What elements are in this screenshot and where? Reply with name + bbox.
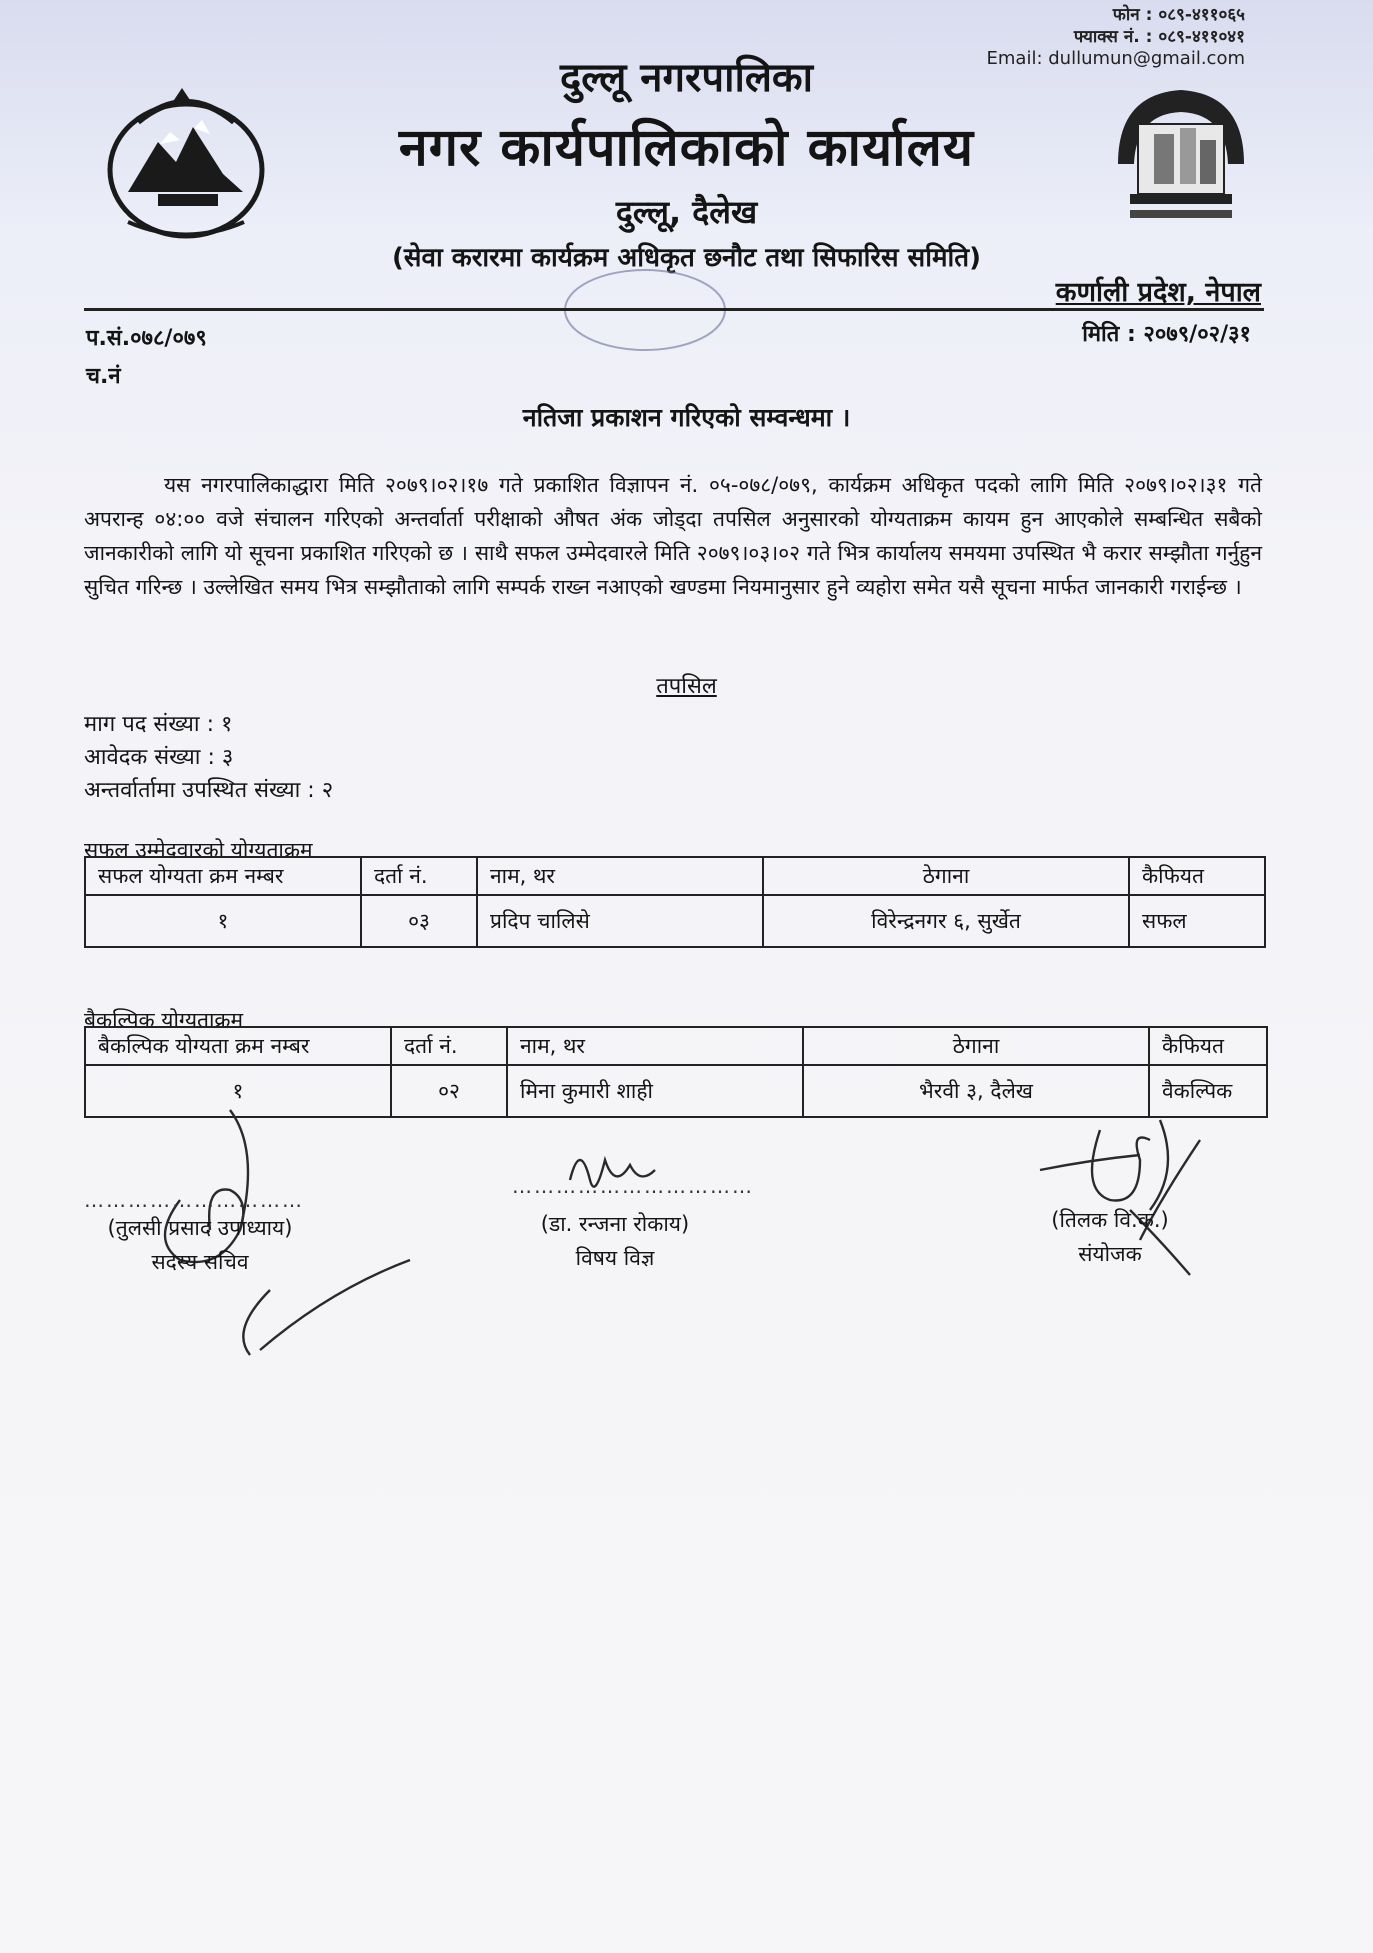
posts-count: माग पद संख्या : १ [84, 712, 233, 737]
table-header-row [85, 1027, 1267, 1065]
reference-number: प.सं.०७८/०७९ [86, 326, 207, 351]
office-name: नगर कार्यपालिकाको कार्यालय [398, 118, 975, 178]
alternate-table-caption: बैकल्पिक योग्यताक्रम [84, 1008, 244, 1032]
table-header: कैफियत [1129, 857, 1265, 895]
table-header: कैफियत [1149, 1027, 1267, 1065]
office-location: दुल्लू, दैलेख [615, 193, 758, 231]
address-cell: भैरवी ३, दैलेख [803, 1065, 1149, 1117]
rank-cell: १ [85, 895, 361, 947]
address-cell: विरेन्द्रनगर ६, सुर्खेत [763, 895, 1129, 947]
office-stamp-icon [560, 262, 730, 362]
signatory-name: (डा. रन्जना रोकाय) [540, 1212, 690, 1236]
phone-number: फोन : ०८९-४११०६५ [1112, 5, 1245, 25]
signatory-role: संयोजक [1078, 1242, 1142, 1266]
table-row [85, 895, 1265, 947]
signature-line: ………………………… [84, 1188, 304, 1212]
table-header: सफल योग्यता क्रम नम्बर [85, 857, 361, 895]
table-header: बैकल्पिक योग्यता क्रम नम्बर [85, 1027, 391, 1065]
chalan-number: च.नं [86, 364, 121, 389]
registration-cell: ०३ [361, 895, 477, 947]
remarks-cell: वैकल्पिक [1149, 1065, 1267, 1117]
table-header: नाम, थर [507, 1027, 803, 1065]
success-table-caption: सफल उम्मेदवारको योग्यताक्रम [84, 838, 313, 862]
table-header: ठेगाना [763, 857, 1129, 895]
header-divider [84, 308, 1264, 311]
table-header: दर्ता नं. [361, 857, 477, 895]
details-heading: तपसिल [656, 674, 717, 699]
fax-number: फ्याक्स नं. : ०८९-४११०४१ [1073, 27, 1245, 47]
success-table [84, 856, 1266, 948]
signatory-role: विषय विज्ञ [575, 1246, 655, 1270]
table-header: दर्ता नं. [391, 1027, 507, 1065]
signatory-name: (तुलसी प्रसाद उपाध्याय) [107, 1216, 293, 1240]
table-header: नाम, थर [477, 857, 763, 895]
rank-cell: १ [85, 1065, 391, 1117]
subject-line: नतिजा प्रकाशन गरिएको सम्वन्धमा । [522, 403, 851, 432]
letter-date: मिति : २०७९/०२/३१ [1082, 322, 1251, 347]
interview-present-count: अन्तर्वार्तामा उपस्थित संख्या : २ [84, 778, 334, 803]
notice-body: यस नगरपालिकाद्धारा मिति २०७९।०२।१७ गते प्रकाशित विज्ञापन नं. ०५-०७८/०७९, कार्यक्रम अधिकृत पदको लागि मिति २०७९।०२।३१ गते अपरान्ह ०४:०० वजे संचालन गरिएको अन्तर्वार्ता परीक्षाको औषत अंक जोड्दा तपसिल अनुसारको योग्यताक्रम कायम हुन आएकोले सम्बन्धित सबैको जानकारीको लागि यो सूचना प्रकाशित गरिएको छ । साथै सफल उम्मेदवारले मिति २०७९।०३।०२ गते भित्र कार्यालय समयमा उपस्थित भै करार सम्झौता गर्नुहुन सुचित गरिन्छ । उल्लेखित समय भित्र सम्झौताको लागि सम्पर्क राख्न नआएको खण्डमा नियमानुसार हुने व्यहोरा समेत यसै सूचना मार्फत जानकारी गराईन्छ । [84, 473, 1262, 599]
applicants-count: आवेदक संख्या : ३ [84, 745, 234, 770]
name-cell: प्रदिप चालिसे [477, 895, 763, 947]
province-name: कर्णाली प्रदेश, नेपाल [1055, 277, 1261, 308]
name-cell: मिना कुमारी शाही [507, 1065, 803, 1117]
table-header: ठेगाना [803, 1027, 1149, 1065]
signatory-role: सदस्य सचिव [151, 1250, 249, 1274]
registration-cell: ०२ [391, 1065, 507, 1117]
email-address: Email: dullumun@gmail.com [986, 48, 1245, 69]
signatory-name: (तिलक वि.क.) [1051, 1208, 1169, 1232]
municipality-name: दुल्लू नगरपालिका [559, 55, 814, 101]
table-header-row [85, 857, 1265, 895]
committee-name: (सेवा करारमा कार्यक्रम अधिकृत छनौट तथा सिफारिस समिति) [392, 243, 981, 273]
remarks-cell: सफल [1129, 895, 1265, 947]
signature-line: …………………………… [512, 1174, 754, 1198]
